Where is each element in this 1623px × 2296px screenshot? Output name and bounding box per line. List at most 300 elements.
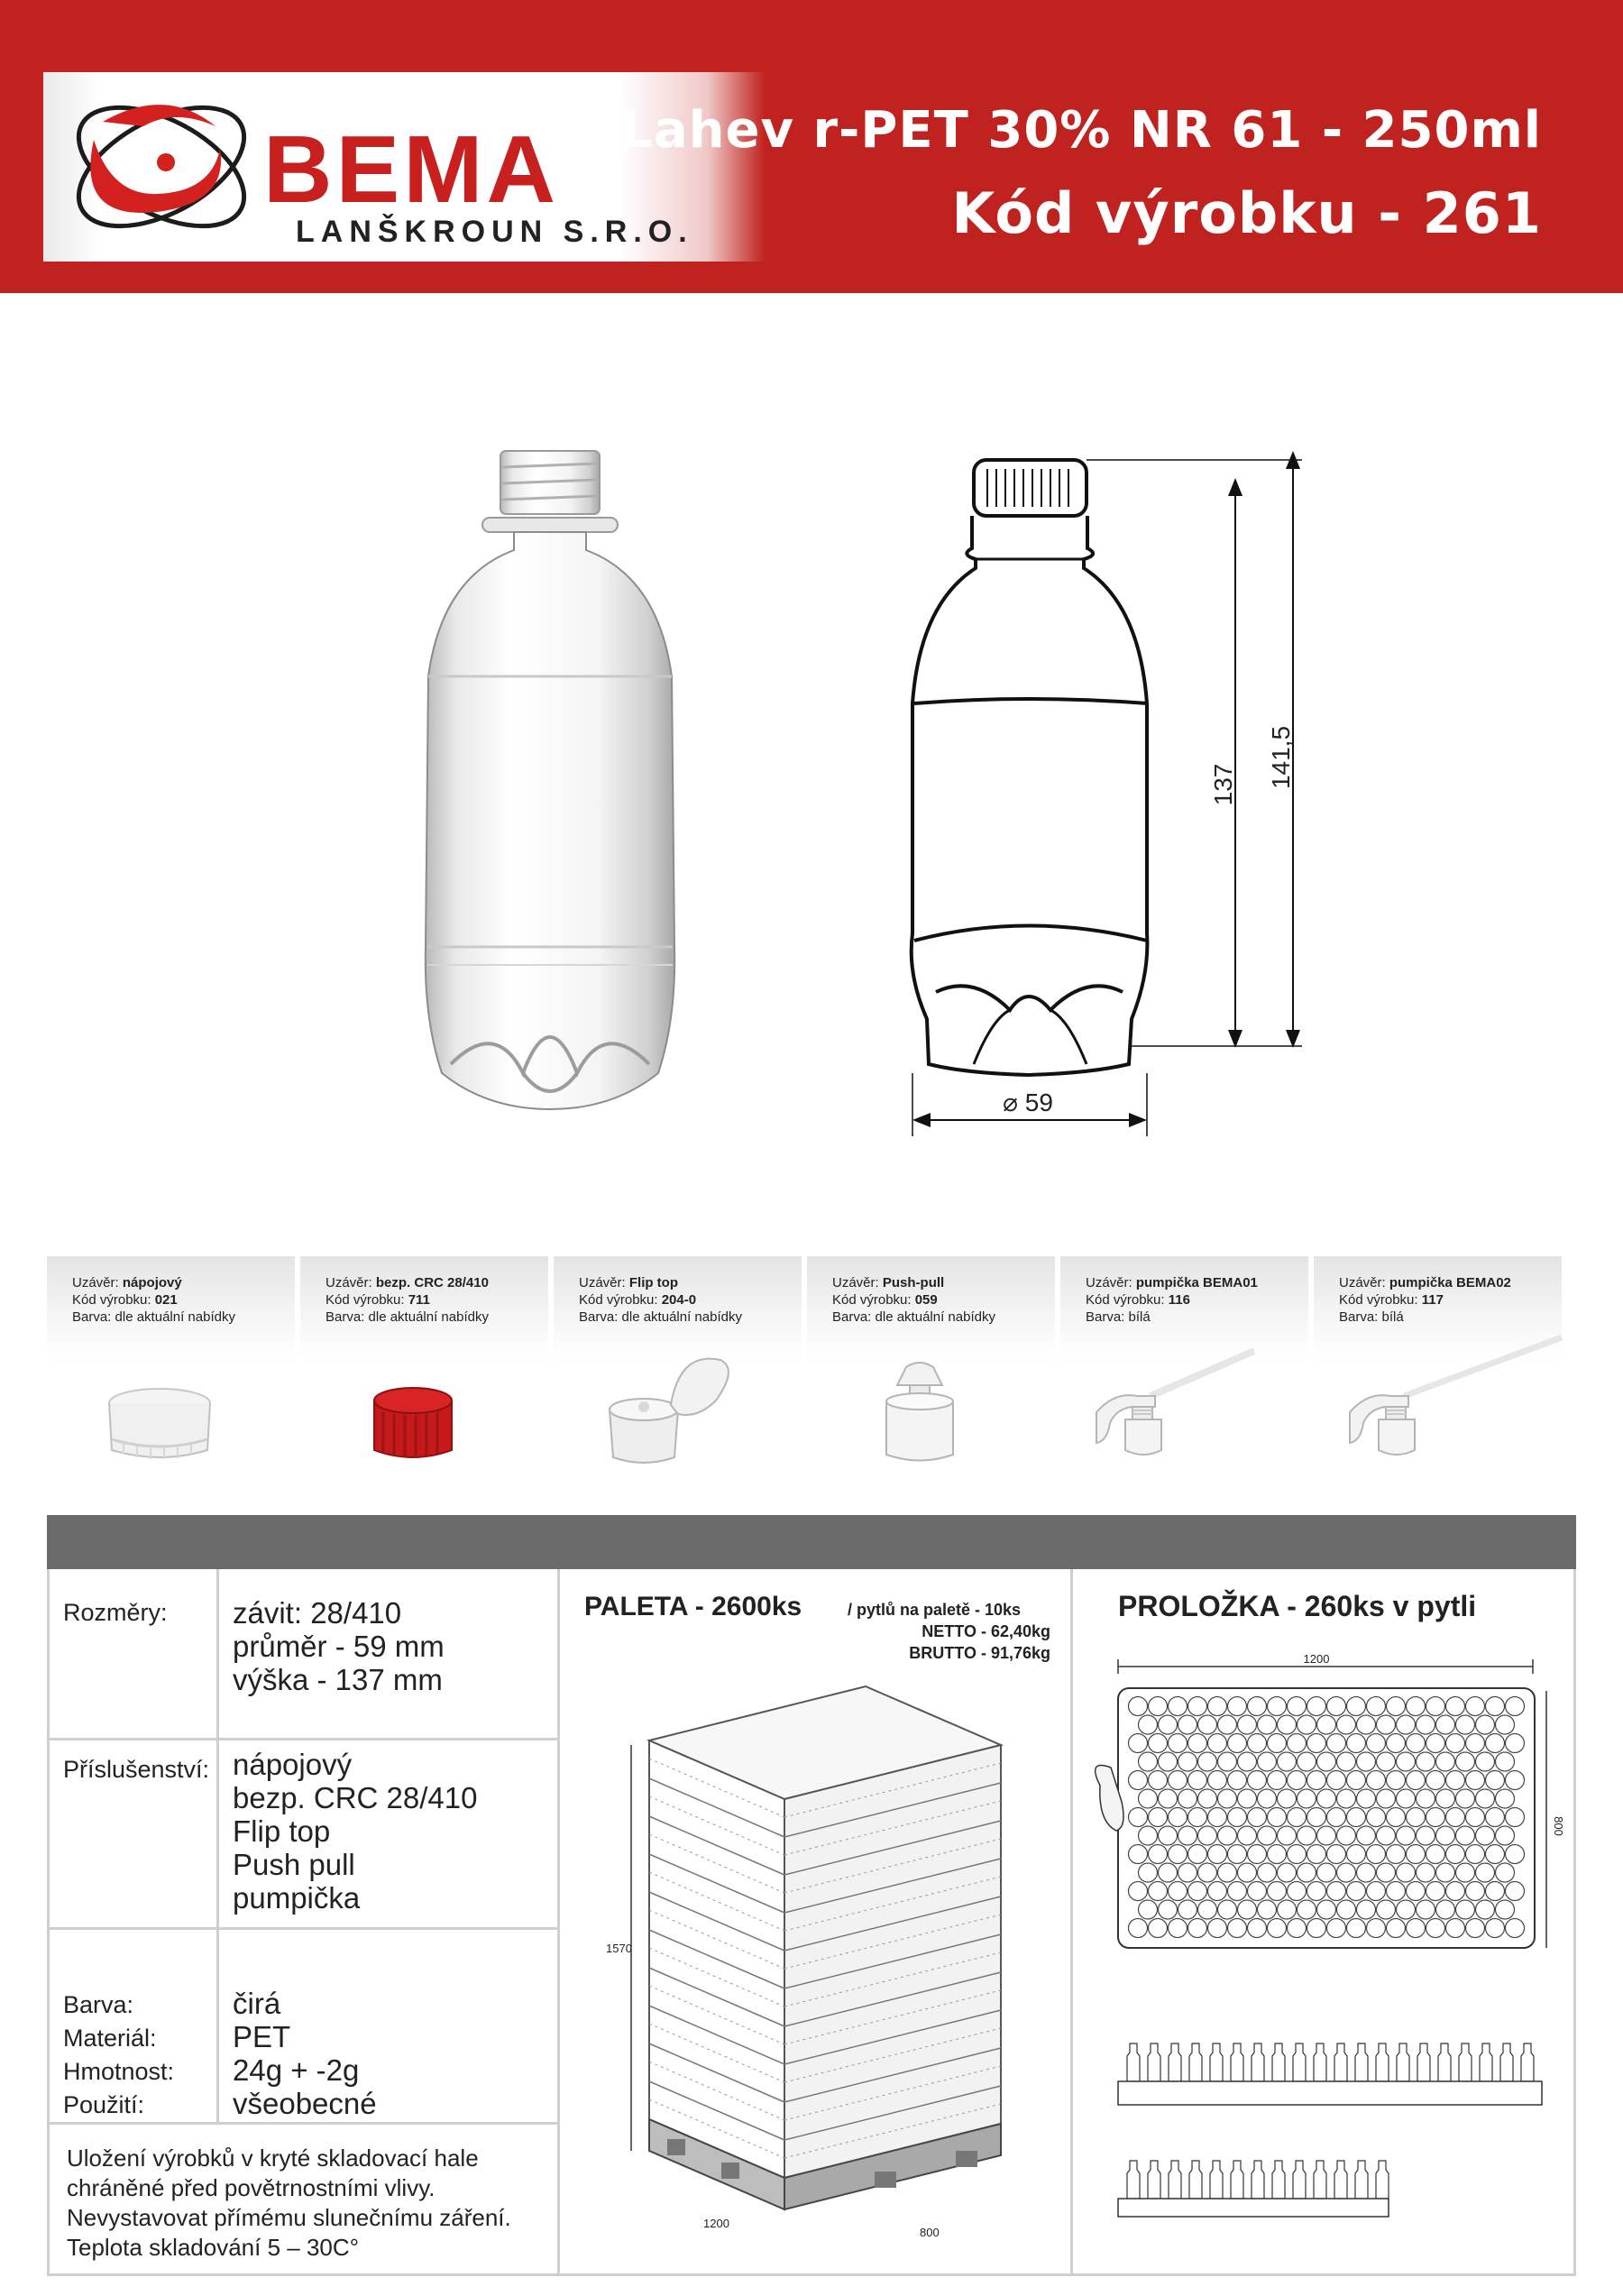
tray-slot [1208, 1882, 1227, 1901]
tray-slot [1169, 1771, 1187, 1790]
tray-slot [1367, 1808, 1386, 1827]
tray-slot [1198, 1900, 1217, 1919]
tray-slot [1218, 1900, 1237, 1919]
side-view-bottle [1480, 2043, 1492, 2081]
tray-slot [1436, 1900, 1455, 1919]
tray-slot [1139, 1900, 1158, 1919]
storage-note: Uložení výrobků v kryté skladovací hale chráněné před povětrnostními vlivy. Nevystavovat přímému slunečnímu záření. Teplota skladování 5 – 30C° [67, 2144, 511, 2261]
tray-slot [1456, 1752, 1475, 1771]
tray-slot [1297, 1826, 1316, 1845]
tray-slot [1258, 1863, 1277, 1882]
tray-slot [1307, 1808, 1326, 1827]
side-view-bottle [1293, 2043, 1306, 2081]
tray-slot [1367, 1697, 1386, 1716]
tray-slot [1307, 1845, 1326, 1864]
side-view-bottle [1127, 2161, 1140, 2199]
prislusenstvi-label: Příslušenství: [63, 1756, 210, 1783]
side-view-bottle [1417, 2043, 1430, 2081]
side-view-bottle [1314, 2161, 1326, 2199]
side-view-bottle [1252, 2043, 1264, 2081]
side-view-bottle [1355, 2161, 1368, 2199]
beverage-cap-icon [47, 1360, 295, 1491]
tray-slot [1327, 1697, 1346, 1716]
tray-slot [1436, 1789, 1455, 1808]
tray-slot [1297, 1900, 1316, 1919]
tray-slot [1159, 1826, 1178, 1845]
tray-slot [1248, 1697, 1267, 1716]
tray-slot [1446, 1808, 1465, 1827]
tray-slot [1258, 1900, 1277, 1919]
tray-slot [1307, 1882, 1326, 1901]
tray-slot [1278, 1826, 1297, 1845]
tray-slot [1347, 1697, 1366, 1716]
tray-slot [1506, 1734, 1525, 1753]
tray-slot [1387, 1734, 1406, 1753]
tray-slot [1218, 1752, 1237, 1771]
tray-slot [1387, 1697, 1406, 1716]
tray-slot [1198, 1826, 1217, 1845]
tray-slot [1387, 1808, 1406, 1827]
tray-slot [1407, 1808, 1426, 1827]
tray-slot [1139, 1752, 1158, 1771]
tray-side-view-short [1118, 2146, 1407, 2236]
brand-wordmark: BEMA [263, 116, 560, 223]
tray-title: PROLOŽKA - 260ks v pytli [1118, 1590, 1477, 1622]
tray-slot [1268, 1882, 1287, 1901]
tray-slot [1129, 1882, 1148, 1901]
tray-slot [1228, 1808, 1247, 1827]
side-view-bottle [1376, 2161, 1389, 2199]
tray-slot [1208, 1808, 1227, 1827]
tray-slot [1337, 1826, 1356, 1845]
tray-slot [1417, 1900, 1435, 1919]
tray-slot [1466, 1845, 1485, 1864]
tray-slot [1129, 1771, 1148, 1790]
tray-slot [1307, 1919, 1326, 1938]
tray-slot [1357, 1826, 1376, 1845]
tray-slot [1446, 1771, 1465, 1790]
side-view-bottle [1459, 2043, 1472, 2081]
tray-slot [1506, 1771, 1525, 1790]
tray-slot [1159, 1715, 1178, 1734]
tray-slot [1377, 1900, 1396, 1919]
tray-slot [1178, 1789, 1197, 1808]
tray-slot [1506, 1919, 1525, 1938]
tray-slot [1169, 1882, 1187, 1901]
tray-slot [1258, 1826, 1277, 1845]
pump-dispenser-long-icon [1314, 1360, 1562, 1491]
tray-slot [1149, 1771, 1168, 1790]
tray-slot [1337, 1900, 1356, 1919]
tray-slot [1178, 1900, 1197, 1919]
tray-slot [1258, 1789, 1277, 1808]
brand-subtitle: LANŠKROUN S.R.O. [296, 215, 693, 249]
tray-slot [1397, 1789, 1416, 1808]
tray-slot [1278, 1789, 1297, 1808]
tray-slot [1397, 1715, 1416, 1734]
tray-slot [1486, 1734, 1505, 1753]
closure-card-crc: Uzávěr: bezp. CRC 28/410 Kód výrobku: 711 Barva: dle aktuální nabídky [300, 1256, 548, 1491]
tray-slot [1377, 1715, 1396, 1734]
tray-slot [1198, 1752, 1217, 1771]
tray-slot [1476, 1900, 1495, 1919]
tray-slot [1397, 1752, 1416, 1771]
tray-slot [1218, 1826, 1237, 1845]
tray-slot [1178, 1826, 1197, 1845]
pallet-title: PALETA - 2600ks [584, 1592, 802, 1621]
bottle-photo [388, 442, 712, 1127]
tray-slot [1149, 1808, 1168, 1827]
tray-slot [1317, 1900, 1336, 1919]
tray-slot [1476, 1826, 1495, 1845]
tray-slot [1188, 1845, 1207, 1864]
tray-slot [1238, 1863, 1257, 1882]
tray-slot [1436, 1826, 1455, 1845]
tray-slot [1496, 1900, 1515, 1919]
tray-slot [1258, 1715, 1277, 1734]
side-view-bottle [1148, 2161, 1160, 2199]
tray-slot [1436, 1863, 1455, 1882]
tray-slot [1159, 1789, 1178, 1808]
tray-slot [1178, 1752, 1197, 1771]
pallet-depth-dim: 800 [920, 2226, 940, 2239]
tray-slot [1198, 1789, 1217, 1808]
tray-slot [1139, 1789, 1158, 1808]
tray-slot [1159, 1752, 1178, 1771]
tray-slot [1178, 1863, 1197, 1882]
tray-slot [1466, 1882, 1485, 1901]
tray-slot [1268, 1771, 1287, 1790]
tray-slot [1426, 1771, 1445, 1790]
tray-slot [1228, 1845, 1247, 1864]
tray-slot [1218, 1789, 1237, 1808]
diameter-dimension: ⌀ 59 [1003, 1088, 1053, 1116]
bottle-technical-drawing [893, 442, 1325, 1163]
pallet-brutto: BRUTTO - 91,76kg [909, 1644, 1050, 1662]
tray-slot [1288, 1882, 1307, 1901]
tray-slot [1129, 1697, 1148, 1716]
tray-slot [1347, 1882, 1366, 1901]
tray-slot [1228, 1734, 1247, 1753]
tray-slot [1476, 1752, 1495, 1771]
tray-slot [1248, 1734, 1267, 1753]
tray-slot [1208, 1919, 1227, 1938]
tray-slot [1486, 1808, 1505, 1827]
tray-slot [1317, 1826, 1336, 1845]
tray-slot [1288, 1734, 1307, 1753]
tray-slot [1129, 1734, 1148, 1753]
tray-slot [1238, 1826, 1257, 1845]
tray-slot [1188, 1919, 1207, 1938]
tray-slot [1357, 1789, 1376, 1808]
tray-slot [1446, 1919, 1465, 1938]
bema-logo-mark [58, 86, 265, 248]
tray-slot [1208, 1845, 1227, 1864]
side-view-bottle [1169, 2161, 1181, 2199]
side-view-bottle [1397, 2043, 1409, 2081]
product-code-title: Kód výrobku - 261 [951, 180, 1542, 246]
side-view-bottle [1189, 2043, 1202, 2081]
tray-slot [1426, 1697, 1445, 1716]
tray-slot [1407, 1734, 1426, 1753]
tray-slot [1149, 1734, 1168, 1753]
tray-slot [1268, 1697, 1287, 1716]
tray-slot [1476, 1715, 1495, 1734]
tray-slot [1347, 1734, 1366, 1753]
tray-slot [1169, 1808, 1187, 1827]
tray-slot [1159, 1900, 1178, 1919]
tray-height-dim: 800 [1552, 1816, 1565, 1836]
tray-slot [1377, 1752, 1396, 1771]
tray-slot [1188, 1697, 1207, 1716]
tray-slot [1486, 1697, 1505, 1716]
tray-slot [1496, 1715, 1515, 1734]
tray-slot [1317, 1715, 1336, 1734]
tray-top-view [1091, 1650, 1565, 1975]
crc-cap-icon [300, 1360, 548, 1491]
side-view-bottle [1500, 2043, 1513, 2081]
tray-slot [1139, 1826, 1158, 1845]
closure-card-flip-top: Uzávěr: Flip top Kód výrobku: 204-0 Barva: dle aktuální nabídky [554, 1256, 802, 1491]
tray-slot [1278, 1752, 1297, 1771]
tray-slot [1198, 1715, 1217, 1734]
tray-side-view-long [1118, 2029, 1551, 2119]
tray-slot [1208, 1697, 1227, 1716]
tray-slot [1278, 1715, 1297, 1734]
tray-slot [1367, 1919, 1386, 1938]
tray-slot [1258, 1752, 1277, 1771]
tray-slot [1357, 1752, 1376, 1771]
tray-slot [1169, 1845, 1187, 1864]
tray-slot [1367, 1845, 1386, 1864]
tray-slot [1218, 1863, 1237, 1882]
tray-slot [1327, 1882, 1346, 1901]
closures-row [47, 1256, 1576, 1491]
side-view-bottle [1376, 2043, 1389, 2081]
rozmery-label: Rozměry: [63, 1599, 168, 1626]
tray-slot [1228, 1697, 1247, 1716]
side-view-bottle [1355, 2043, 1368, 2081]
tray-slot [1426, 1808, 1445, 1827]
side-view-bottle [1231, 2161, 1243, 2199]
tray-slot [1288, 1771, 1307, 1790]
tray-slot [1248, 1919, 1267, 1938]
pallet-bags-count: / pytlů na paletě - 10ks [848, 1601, 1022, 1619]
tray-slot [1417, 1863, 1435, 1882]
tray-slot [1357, 1715, 1376, 1734]
tray-slot [1268, 1808, 1287, 1827]
height-dimension-137: 137 [1209, 763, 1237, 806]
tray-slot [1446, 1845, 1465, 1864]
tray-slot [1139, 1715, 1158, 1734]
tray-width-dim: 1200 [1303, 1652, 1330, 1666]
tray-slot [1248, 1845, 1267, 1864]
tray-slot [1288, 1697, 1307, 1716]
tray-slot [1466, 1919, 1485, 1938]
props-values: čirá PET 24g + -2g všeobecné [233, 1987, 377, 2120]
tray-slot [1456, 1863, 1475, 1882]
tray-slot [1367, 1734, 1386, 1753]
props-labels: Barva: Materiál: Hmotnost: Použití: [63, 1991, 175, 2118]
tray-slot [1149, 1919, 1168, 1938]
tray-slot [1208, 1734, 1227, 1753]
tray-slot [1407, 1771, 1426, 1790]
tray-slot [1377, 1826, 1396, 1845]
pallet-illustration [606, 1677, 1046, 2255]
tray-slot [1238, 1752, 1257, 1771]
tray-slot [1129, 1919, 1148, 1938]
tray-slot [1139, 1863, 1158, 1882]
tray-slot [1327, 1808, 1346, 1827]
tray-slot [1387, 1845, 1406, 1864]
tray-slot [1397, 1900, 1416, 1919]
tray-slot [1278, 1900, 1297, 1919]
tray-slot [1347, 1808, 1366, 1827]
tray-slot [1506, 1845, 1525, 1864]
tray-slot [1506, 1697, 1525, 1716]
tray-slot [1129, 1808, 1148, 1827]
side-view-bottle [1210, 2161, 1223, 2199]
tray-slot [1188, 1771, 1207, 1790]
tray-slot [1238, 1715, 1257, 1734]
side-view-bottle [1189, 2161, 1202, 2199]
tray-slot [1248, 1771, 1267, 1790]
tray-slot [1238, 1789, 1257, 1808]
page-header [0, 0, 1623, 293]
side-view-bottle [1210, 2043, 1223, 2081]
tray-slot [1417, 1715, 1435, 1734]
tray-slot [1466, 1771, 1485, 1790]
side-view-bottle [1293, 2161, 1306, 2199]
tray-slot [1387, 1771, 1406, 1790]
tray-slot [1357, 1863, 1376, 1882]
tray-slot [1347, 1771, 1366, 1790]
tray-slot [1407, 1845, 1426, 1864]
tray-slot [1218, 1715, 1237, 1734]
tray-slot [1129, 1845, 1148, 1864]
tray-slot [1486, 1771, 1505, 1790]
tray-slot [1397, 1863, 1416, 1882]
side-view-bottle [1272, 2161, 1285, 2199]
tray-slot [1327, 1771, 1346, 1790]
tray-slot [1278, 1863, 1297, 1882]
tray-slot [1426, 1734, 1445, 1753]
tray-slot [1337, 1789, 1356, 1808]
height-dimension-141-5: 141,5 [1267, 725, 1295, 790]
push-pull-cap-icon [807, 1360, 1055, 1491]
prislusenstvi-values: nápojový bezp. CRC 28/410 Flip top Push pull pumpička [233, 1748, 478, 1915]
side-view-bottle [1169, 2043, 1181, 2081]
tray-slot [1496, 1789, 1515, 1808]
tray-slot [1228, 1919, 1247, 1938]
pallet-height-dim: 1570 [606, 1942, 632, 1955]
side-view-bottle [1314, 2043, 1326, 2081]
tray-slot [1387, 1882, 1406, 1901]
tray-slot [1228, 1882, 1247, 1901]
tray-slot [1268, 1845, 1287, 1864]
tray-slot [1486, 1845, 1505, 1864]
tray-slot [1466, 1697, 1485, 1716]
tray-slot [1188, 1734, 1207, 1753]
tray-slot [1347, 1845, 1366, 1864]
tray-slot [1486, 1919, 1505, 1938]
tray-slot [1238, 1900, 1257, 1919]
tray-slot [1297, 1863, 1316, 1882]
tray-slot [1436, 1715, 1455, 1734]
tray-slot [1466, 1734, 1485, 1753]
tray-slot [1417, 1826, 1435, 1845]
tray-slot [1198, 1863, 1217, 1882]
tray-slot [1506, 1882, 1525, 1901]
tray-slot [1357, 1900, 1376, 1919]
tray-slot [1149, 1845, 1168, 1864]
tray-slot [1307, 1771, 1326, 1790]
tray-slot [1436, 1752, 1455, 1771]
tray-slot [1169, 1734, 1187, 1753]
tray-slot [1188, 1882, 1207, 1901]
tray-slot [1407, 1882, 1426, 1901]
tray-slot [1407, 1697, 1426, 1716]
tray-slot [1327, 1845, 1346, 1864]
tray-slot [1327, 1919, 1346, 1938]
tray-slot [1446, 1697, 1465, 1716]
tray-slot [1426, 1919, 1445, 1938]
tray-slot [1169, 1919, 1187, 1938]
tray-slot [1417, 1752, 1435, 1771]
tray-slot [1297, 1789, 1316, 1808]
closure-card-napojovy: Uzávěr: nápojový Kód výrobku: 021 Barva: dle aktuální nabídky [47, 1256, 295, 1491]
tray-slot [1407, 1919, 1426, 1938]
tray-bottle-grid [1129, 1697, 1525, 1938]
closure-card-push-pull: Uzávěr: Push-pull Kód výrobku: 059 Barva: dle aktuální nabídky [807, 1256, 1055, 1491]
tray-slot [1268, 1919, 1287, 1938]
tray-slot [1377, 1789, 1396, 1808]
tray-slot [1288, 1845, 1307, 1864]
side-view-bottle [1334, 2161, 1347, 2199]
tray-slot [1397, 1826, 1416, 1845]
tray-slot [1456, 1826, 1475, 1845]
flip-top-cap-icon [554, 1360, 802, 1491]
side-view-bottle [1438, 2043, 1451, 2081]
tray-slot [1446, 1882, 1465, 1901]
tray-slot [1297, 1752, 1316, 1771]
tray-slot [1159, 1863, 1178, 1882]
product-title: Lahev r-PET 30% NR 61 - 250ml [620, 101, 1542, 160]
side-view-bottle [1231, 2043, 1243, 2081]
tray-slot [1426, 1882, 1445, 1901]
tray-slot [1317, 1752, 1336, 1771]
tray-slot [1417, 1789, 1435, 1808]
pump-dispenser-icon [1060, 1360, 1308, 1491]
tray-slot [1496, 1863, 1515, 1882]
closure-card-pump-bema01: Uzávěr: pumpička BEMA01 Kód výrobku: 116 Barva: bílá [1060, 1256, 1308, 1491]
tray-slot [1496, 1752, 1515, 1771]
tray-slot [1496, 1826, 1515, 1845]
tray-slot [1367, 1771, 1386, 1790]
tray-slot [1506, 1808, 1525, 1827]
side-view-bottle [1521, 2043, 1534, 2081]
tray-slot [1377, 1863, 1396, 1882]
rozmery-values: závit: 28/410 průměr - 59 mm výška - 137 mm [233, 1596, 445, 1696]
tray-slot [1456, 1789, 1475, 1808]
tray-slot [1426, 1845, 1445, 1864]
tray-slot [1387, 1919, 1406, 1938]
tray-slot [1327, 1734, 1346, 1753]
tray-slot [1317, 1863, 1336, 1882]
tray-slot [1149, 1697, 1168, 1716]
tray-slot [1208, 1771, 1227, 1790]
side-view-bottle [1148, 2043, 1160, 2081]
